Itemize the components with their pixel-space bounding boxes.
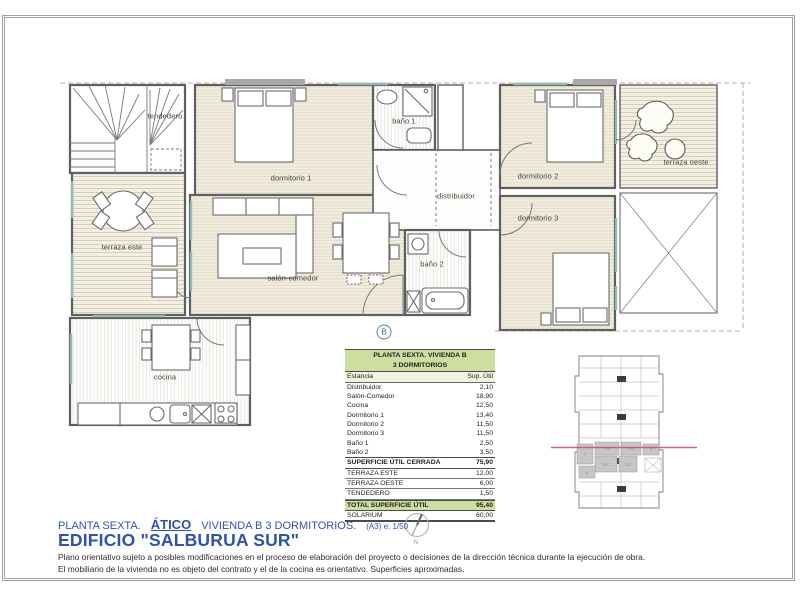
row-name: TENDEDERO [347, 490, 390, 498]
unit-label-t-right: T [649, 447, 653, 452]
unit-label-d1: D1 [604, 446, 610, 451]
row-name: TERRAZA ESTE [347, 469, 398, 477]
room-label-distribuidor: distribuidor [437, 191, 475, 201]
row-name: Cocina [347, 402, 369, 410]
bed-icon [222, 88, 306, 162]
row-name: Baño 2 [347, 448, 369, 456]
table-row [345, 479, 495, 489]
row-value: 12,00 [475, 469, 493, 477]
unit-label-sc: S-C [602, 462, 610, 467]
row-value: 60,00 [475, 512, 493, 519]
row-value: 11,50 [476, 420, 493, 428]
row-value: 1,50 [479, 490, 493, 498]
room-label-cocina: cocina [153, 372, 177, 382]
row-name: Baño 1 [347, 439, 369, 447]
table-row [345, 469, 495, 479]
sofa-icon [213, 198, 313, 278]
unit-label-t-left: T [583, 452, 587, 457]
row-name: Dormitorio 2 [347, 420, 385, 428]
key-plan-void [645, 458, 661, 472]
disclaimer-line-1: Plano orientativo sujeto a posibles modificaciones en el proceso de elaboración del proyecto o decisiones de la dirección técnica durante la ejecución de obra. [58, 552, 646, 562]
title-scale: (A3) e: 1/50 [366, 522, 409, 531]
row-value: 13,40 [475, 411, 493, 419]
row-name: Dormitorio 3 [347, 430, 385, 438]
row-value: 6,00 [479, 479, 493, 487]
surface-table [345, 349, 495, 522]
room-label-dormitorio1: dormitorio 1 [270, 173, 312, 183]
row-value: 3,50 [479, 448, 493, 456]
title-attic: ÁTICO [150, 517, 192, 532]
row-name: Salón-Comedor [347, 392, 395, 400]
room-label-dormitorio3: dormitorio 3 [517, 213, 559, 223]
unit-label-d3: D3 [625, 462, 631, 467]
key-plan [549, 352, 699, 512]
surface-table-title1: PLANTA SEXTA. VIVIENDA B [373, 352, 467, 359]
building-name: EDIFICIO "SALBURUA SUR" [58, 530, 300, 550]
row-name: Dormitorio 1 [347, 411, 385, 419]
table-row [345, 429, 495, 438]
row-name: TERRAZA OESTE [347, 479, 404, 487]
row-value: 95,40 [475, 501, 493, 509]
row-name: TOTAL SUPERFICIE ÚTIL [347, 501, 429, 509]
surface-table-title2: 3 DORMITORIOS [392, 361, 448, 369]
row-name: Distribuidor [347, 383, 382, 391]
unit-label-k: K [585, 470, 589, 475]
row-value: 18,90 [475, 392, 493, 400]
table-row-subtotal [345, 457, 495, 468]
room-label-bano2: baño 2 [420, 259, 444, 269]
room-label-dormitorio2: dormitorio 2 [517, 171, 559, 181]
row-value: 12,50 [475, 402, 493, 410]
row-value: 11,50 [476, 430, 493, 438]
disclaimer-line-2: El mobiliario de la vivienda no es objeto del contrato y el de la cocina es orientativo. Superficies aproximadas. [58, 564, 465, 574]
table-row [345, 411, 495, 420]
table-row [345, 489, 495, 499]
table-row [345, 392, 495, 401]
table-row [345, 420, 495, 429]
room-label-tendedero: tendedero [147, 111, 183, 121]
title-unit: VIVIENDA B 3 DORMITORIOS. [201, 520, 357, 532]
surface-table-columns [345, 372, 495, 382]
col-sup-util: Sup. Útil [467, 373, 493, 381]
room-label-terraza-oeste: terraza oeste [663, 157, 709, 167]
room-label-bano1: baño 1 [392, 116, 416, 126]
unit-label-d2: D2 [628, 446, 634, 451]
table-row [345, 383, 495, 392]
row-value: 2,10 [479, 383, 493, 391]
row-value: 75,90 [475, 459, 493, 467]
surface-table-header [345, 349, 495, 372]
title-floor: PLANTA SEXTA. [58, 520, 141, 532]
table-row [345, 439, 495, 448]
room-label-terraza-este: terraza este [101, 242, 143, 252]
table-row [345, 448, 495, 457]
table-row [345, 401, 495, 410]
row-name: SOLARIUM [347, 512, 383, 519]
entrance-letter-badge: B [377, 325, 392, 340]
terrace-table-icon [92, 191, 154, 231]
dining-table-icon [333, 213, 399, 284]
north-letter: N [413, 539, 419, 546]
kitchen-counter-icon [78, 403, 237, 425]
row-value: 2,50 [479, 439, 493, 447]
row-name: SUPERFICIE ÚTIL CERRADA [347, 459, 441, 467]
col-estancia: Estancia [347, 373, 374, 381]
room-label-salon-comedor: salón-comedor [267, 273, 319, 283]
